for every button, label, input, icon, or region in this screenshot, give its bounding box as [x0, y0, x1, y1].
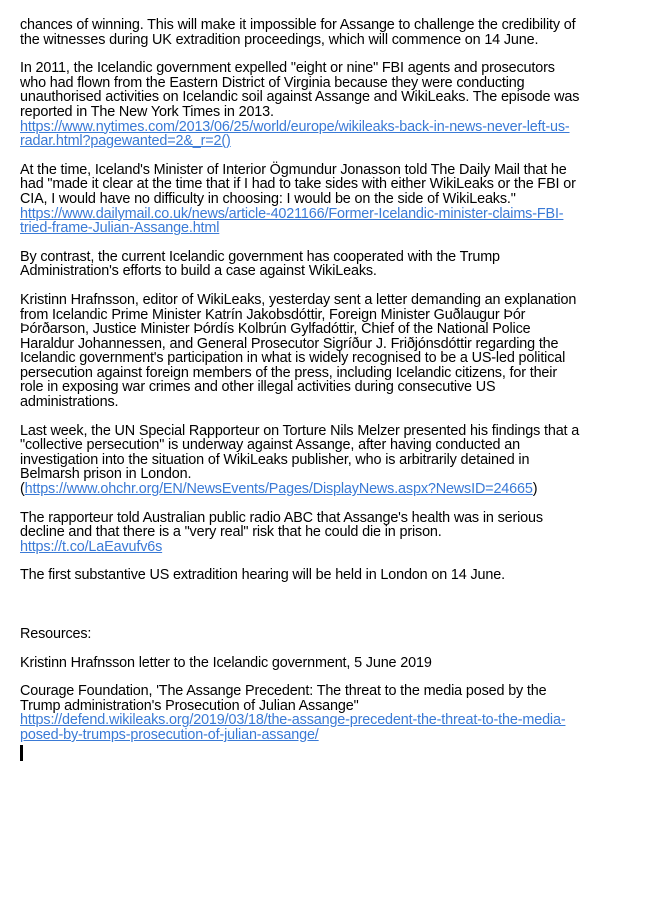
text-line: CIA, I would have no difficulty in choosing: I would be on the side of WikiLeaks." [20, 190, 516, 207]
link-line[interactable]: tried-frame-Julian-Assange.html [20, 220, 220, 237]
paragraph-hrafnsson-letter [20, 293, 620, 410]
text-line: Courage Foundation, 'The Assange Precedent: The threat to the media posed by the [20, 683, 547, 700]
document-body[interactable] [20, 18, 620, 761]
text-line: The first substantive US extradition hearing will be held in London on 14 June. [20, 567, 505, 584]
resource-item-courage [20, 684, 620, 760]
text-line: At the time, Iceland's Minister of Interior Ögmundur Jonasson told The Daily Mail that he [20, 161, 567, 178]
text-line: decline and that there is a "very real" risk that he could die in prison. [20, 524, 442, 541]
text-line: had "made it clear at the time that if I had to take sides with either WikiLeaks or the FBI or [20, 176, 576, 193]
link-line[interactable]: posed-by-trumps-prosecution-of-julian-assange/ [20, 726, 319, 743]
text-line: unauthorised activities on Icelandic soil against Assange and WikiLeaks. The episode was [20, 89, 580, 106]
resources-heading [20, 627, 620, 642]
text-line: Kristinn Hrafnsson, editor of WikiLeaks, yesterday sent a letter demanding an explanation [20, 291, 577, 308]
link-line[interactable]: https://defend.wikileaks.org/2019/03/18/the-assange-precedent-the-threat-to-the-media- [20, 712, 566, 729]
text-line: Trump administration's Prosecution of Julian Assange" [20, 697, 359, 714]
open-paren: ( [20, 481, 25, 498]
defend-wikileaks-link[interactable] [20, 713, 620, 742]
text-line: reported in The New York Times in 2013. [20, 103, 274, 120]
paren-link-line [20, 482, 620, 497]
paragraph-hearing-date [20, 568, 620, 583]
text-line: Kristinn Hrafnsson letter to the Icelandic government, 5 June 2019 [20, 654, 432, 671]
text-line: the witnesses during UK extradition proceedings, which will commence on 14 June. [20, 31, 539, 48]
text-line: Haraldur Johannessen, and General Prosecutor Sigríður J. Friðjónsdóttir regarding the [20, 335, 559, 352]
close-paren: ) [532, 481, 538, 498]
text-line: administrations. [20, 394, 119, 411]
paragraph-abc-health [20, 511, 620, 555]
text-line: from Icelandic Prime Minister Katrín Jakobsdóttir, Foreign Minister Guðlaugur Þór [20, 306, 526, 323]
text-line: "collective persecution" is underway against Assange, after having conducted an [20, 437, 520, 454]
blank-space [20, 597, 620, 627]
link-line[interactable]: https://t.co/LaEavufv6s [20, 538, 163, 555]
text-line: By contrast, the current Icelandic government has cooperated with the Trump [20, 248, 500, 265]
paragraph-jonasson-quote [20, 163, 620, 236]
link-line[interactable]: radar.html?pagewanted=2&_r=2() [20, 133, 231, 150]
text-line: In 2011, the Icelandic government expelled "eight or nine" FBI agents and prosecutors [20, 60, 555, 77]
text-line: Belmarsh prison in London. [20, 466, 192, 483]
text-line: investigation into the situation of WikiLeaks publisher, who is arbitrarily detained in [20, 451, 530, 468]
resource-item-letter [20, 656, 620, 671]
link-line[interactable]: https://www.nytimes.com/2013/06/25/world/europe/wikileaks-back-in-news-never-left-us- [20, 118, 570, 135]
ohchr-link[interactable]: https://www.ohchr.org/EN/NewsEvents/Pages/DisplayNews.aspx?NewsID=24665 [24, 481, 533, 498]
text-line: Icelandic government's participation in what is widely recognised to be a US-led political [20, 350, 566, 367]
text-line: Administration's efforts to build a case against WikiLeaks. [20, 263, 377, 280]
text-line: persecution against foreign members of the press, including Icelandic citizens, for their [20, 364, 557, 381]
paragraph-fbi-expelled [20, 61, 620, 149]
text-cursor [20, 745, 23, 761]
link-line[interactable]: https://www.dailymail.co.uk/news/article-4021166/Former-Icelandic-minister-claims-FBI- [20, 205, 564, 222]
text-line: who had flown from the Eastern District of Virginia because they were conducting [20, 74, 525, 91]
paragraph-un-rapporteur [20, 424, 620, 497]
paragraph-extradition-credibility [20, 18, 620, 47]
text-line: Last week, the UN Special Rapporteur on Torture Nils Melzer presented his findings that a [20, 422, 580, 439]
text-line: The rapporteur told Australian public radio ABC that Assange's health was in serious [20, 509, 543, 526]
text-line: chances of winning. This will make it impossible for Assange to challenge the credibility of [20, 17, 576, 33]
text-line: role in exposing war crimes and other illegal activities during consecutive US [20, 379, 496, 396]
paragraph-current-government [20, 250, 620, 279]
nytimes-link[interactable] [20, 120, 620, 149]
tco-link[interactable] [20, 540, 620, 555]
heading-text: Resources: [20, 626, 92, 642]
text-line: Þórðarson, Justice Minister Þórdís Kolbrún Gylfadóttir, Chief of the National Police [20, 321, 531, 338]
dailymail-link[interactable] [20, 207, 620, 236]
